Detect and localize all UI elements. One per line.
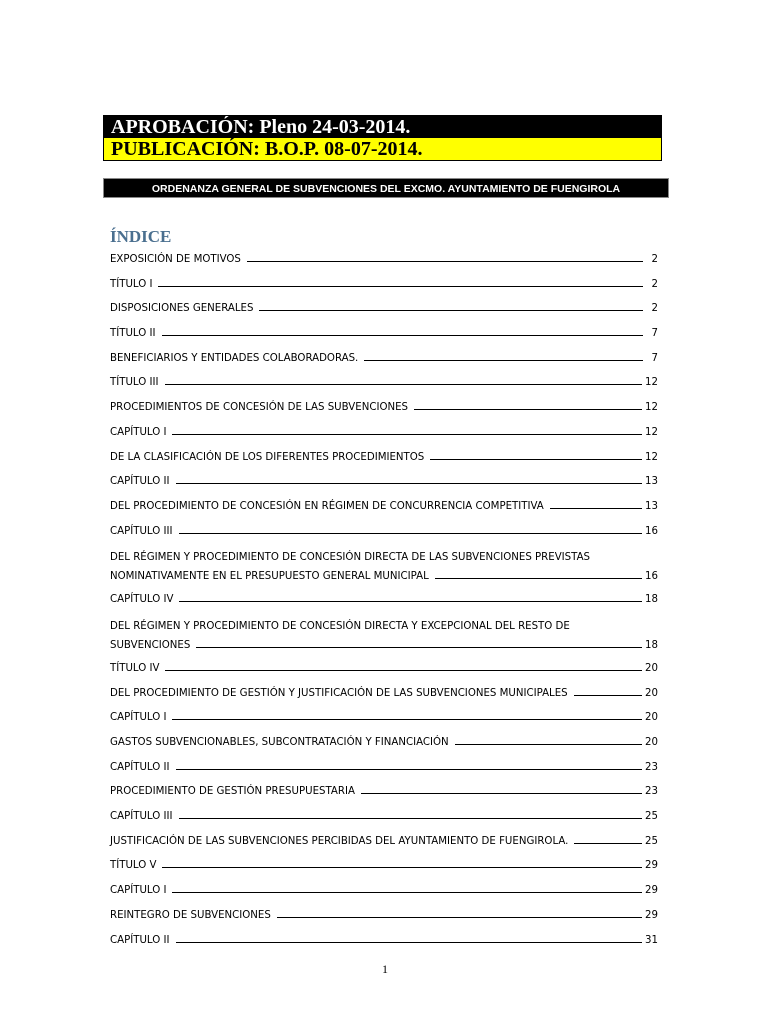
toc-entry-page: 20 xyxy=(645,737,658,748)
toc-entry[interactable] xyxy=(110,372,658,397)
leader-line xyxy=(179,601,642,602)
toc-entry-label: DE LA CLASIFICACIÓN DE LOS DIFERENTES PROCEDIMIENTOS xyxy=(110,451,425,463)
leader-line xyxy=(176,483,643,484)
toc-entry-page: 29 xyxy=(645,909,658,921)
toc-entry-page: 7 xyxy=(651,352,658,364)
toc-entry-page: 18 xyxy=(645,594,658,606)
toc-entry-label: JUSTIFICACIÓN DE LAS SUBVENCIONES PERCIBIDAS DEL AYUNTAMIENTO DE FUENGIROLA. xyxy=(110,835,569,847)
toc-entry-page: 25 xyxy=(645,835,658,847)
toc-entry[interactable] xyxy=(110,614,658,658)
toc-entry-label: TÍTULO V xyxy=(110,860,157,872)
leader-line xyxy=(162,335,644,336)
leader-line xyxy=(430,459,642,460)
toc-entry[interactable] xyxy=(110,880,658,905)
leader-line xyxy=(414,409,642,410)
toc-entry[interactable] xyxy=(110,905,658,930)
toc-entry[interactable] xyxy=(110,274,658,299)
leader-line xyxy=(550,508,642,509)
toc-entry-label: DEL PROCEDIMIENTO DE GESTIÓN Y JUSTIFICACIÓN DE LAS SUBVENCIONES MUNICIPALES xyxy=(110,687,568,699)
leader-line xyxy=(574,695,642,696)
toc-entry-page: 31 xyxy=(645,934,658,946)
toc-entry-page: 13 xyxy=(645,476,658,488)
toc-entry-label: EXPOSICIÓN DE MOTIVOS xyxy=(110,254,241,265)
toc-entry[interactable] xyxy=(110,521,658,546)
leader-line xyxy=(179,818,643,819)
leader-line xyxy=(259,310,643,311)
toc-entry-page: 29 xyxy=(645,860,658,872)
toc-entry-page: 12 xyxy=(645,451,658,463)
toc-entry-label: CAPÍTULO IV xyxy=(110,594,174,606)
toc-entry[interactable] xyxy=(110,831,658,856)
toc-entry-page: 23 xyxy=(645,786,658,798)
toc-entry-label: REINTEGRO DE SUBVENCIONES xyxy=(110,909,271,921)
toc-entry-label: TÍTULO I xyxy=(110,278,153,290)
page-number: 1 xyxy=(382,962,388,976)
toc-entry[interactable] xyxy=(110,806,658,831)
leader-line xyxy=(196,647,642,648)
toc-entry-page: 2 xyxy=(651,303,658,315)
toc-entry-label: BENEFICIARIOS Y ENTIDADES COLABORADORAS. xyxy=(110,352,359,364)
toc-entry[interactable] xyxy=(110,323,658,348)
toc-entry-label: CAPÍTULO III xyxy=(110,811,173,823)
toc-entry-page: 16 xyxy=(645,525,658,537)
toc-entry[interactable] xyxy=(110,683,658,708)
approval-block xyxy=(103,115,662,161)
leader-line xyxy=(165,384,643,385)
leader-line xyxy=(176,942,643,943)
toc-entry-label: DEL RÉGIMEN Y PROCEDIMIENTO DE CONCESIÓN DIRECTA Y EXCEPCIONAL DEL RESTO DE xyxy=(110,620,570,632)
toc-entry-page: 25 xyxy=(645,811,658,823)
toc-entry-label-continued: SUBVENCIONES xyxy=(110,639,191,651)
toc-entry-page: 7 xyxy=(651,328,658,340)
toc-entry[interactable] xyxy=(110,397,658,422)
toc-entry-label: DEL RÉGIMEN Y PROCEDIMIENTO DE CONCESIÓN DIRECTA DE LAS SUBVENCIONES PREVISTAS xyxy=(110,552,591,564)
leader-line xyxy=(165,670,642,671)
toc-entry[interactable] xyxy=(110,447,658,472)
toc-entry-page: 12 xyxy=(645,426,658,438)
leader-line xyxy=(172,892,642,893)
leader-line xyxy=(158,286,643,287)
toc-entry-page: 20 xyxy=(645,662,658,674)
toc-entry[interactable] xyxy=(110,249,658,274)
toc-entry-page: 2 xyxy=(651,278,658,290)
toc-entry-label: CAPÍTULO III xyxy=(110,525,173,537)
toc-entry-label: GASTOS SUBVENCIONABLES, SUBCONTRATACIÓN Y FINANCIACIÓN xyxy=(110,737,449,748)
toc-entry-label: PROCEDIMIENTO DE GESTIÓN PRESUPUESTARIA xyxy=(110,786,355,798)
table-of-contents xyxy=(110,249,658,954)
toc-entry-label: TÍTULO III xyxy=(110,377,159,389)
toc-entry-label: TÍTULO II xyxy=(110,328,156,340)
toc-entry[interactable] xyxy=(110,855,658,880)
toc-entry[interactable] xyxy=(110,658,658,683)
toc-entry-page: 23 xyxy=(645,761,658,773)
toc-entry-label-continued: NOMINATIVAMENTE EN EL PRESUPUESTO GENERAL MUNICIPAL xyxy=(110,571,429,583)
leader-line xyxy=(172,719,642,720)
leader-line xyxy=(361,793,642,794)
toc-entry[interactable] xyxy=(110,471,658,496)
toc-entry-label: CAPÍTULO I xyxy=(110,712,167,724)
leader-line xyxy=(435,578,642,579)
toc-entry[interactable] xyxy=(110,422,658,447)
approval-line: APROBACIÓN: Pleno 24-03-2014. xyxy=(103,115,662,138)
toc-entry-page: 16 xyxy=(645,571,658,583)
toc-entry[interactable] xyxy=(110,496,658,521)
toc-entry-label: CAPÍTULO II xyxy=(110,476,170,488)
toc-entry-label: TÍTULO IV xyxy=(110,662,160,674)
leader-line xyxy=(162,867,642,868)
publication-line: PUBLICACIÓN: B.O.P. 08-07-2014. xyxy=(103,138,662,161)
toc-entry-page: 12 xyxy=(645,377,658,389)
toc-entry[interactable] xyxy=(110,589,658,614)
toc-entry-page: 20 xyxy=(645,712,658,724)
leader-line xyxy=(247,261,643,262)
leader-line xyxy=(455,744,642,745)
toc-entry-label: DISPOSICIONES GENERALES xyxy=(110,303,254,315)
leader-line xyxy=(172,434,642,435)
leader-line xyxy=(277,917,642,918)
toc-entry-label: CAPÍTULO II xyxy=(110,761,170,773)
ordinance-title-banner: ORDENANZA GENERAL DE SUBVENCIONES DEL EXCMO. AYUNTAMIENTO DE FUENGIROLA xyxy=(103,178,669,198)
index-heading: ÍNDICE xyxy=(110,227,172,246)
toc-entry-label: DEL PROCEDIMIENTO DE CONCESIÓN EN RÉGIMEN DE CONCURRENCIA COMPETITIVA xyxy=(110,500,544,512)
toc-entry[interactable] xyxy=(110,545,658,589)
toc-entry[interactable] xyxy=(110,707,658,732)
toc-entry[interactable] xyxy=(110,757,658,782)
toc-entry[interactable] xyxy=(110,781,658,806)
leader-line xyxy=(364,360,643,361)
leader-line xyxy=(179,533,643,534)
toc-entry[interactable] xyxy=(110,930,658,955)
toc-entry-page: 12 xyxy=(645,402,658,414)
toc-entry[interactable] xyxy=(110,348,658,373)
toc-entry-label: CAPÍTULO I xyxy=(110,885,167,897)
toc-entry[interactable] xyxy=(110,298,658,323)
toc-entry-label: CAPÍTULO II xyxy=(110,934,170,946)
toc-entry-page: 2 xyxy=(651,254,658,265)
leader-line xyxy=(176,769,643,770)
toc-entry-page: 18 xyxy=(645,639,658,651)
toc-entry-page: 20 xyxy=(645,687,658,699)
toc-entry-page: 13 xyxy=(645,500,658,512)
toc-entry[interactable] xyxy=(110,732,658,757)
toc-entry-label: PROCEDIMIENTOS DE CONCESIÓN DE LAS SUBVENCIONES xyxy=(110,402,408,414)
toc-entry-page: 29 xyxy=(645,885,658,897)
toc-entry-label: CAPÍTULO I xyxy=(110,426,167,438)
leader-line xyxy=(574,843,642,844)
